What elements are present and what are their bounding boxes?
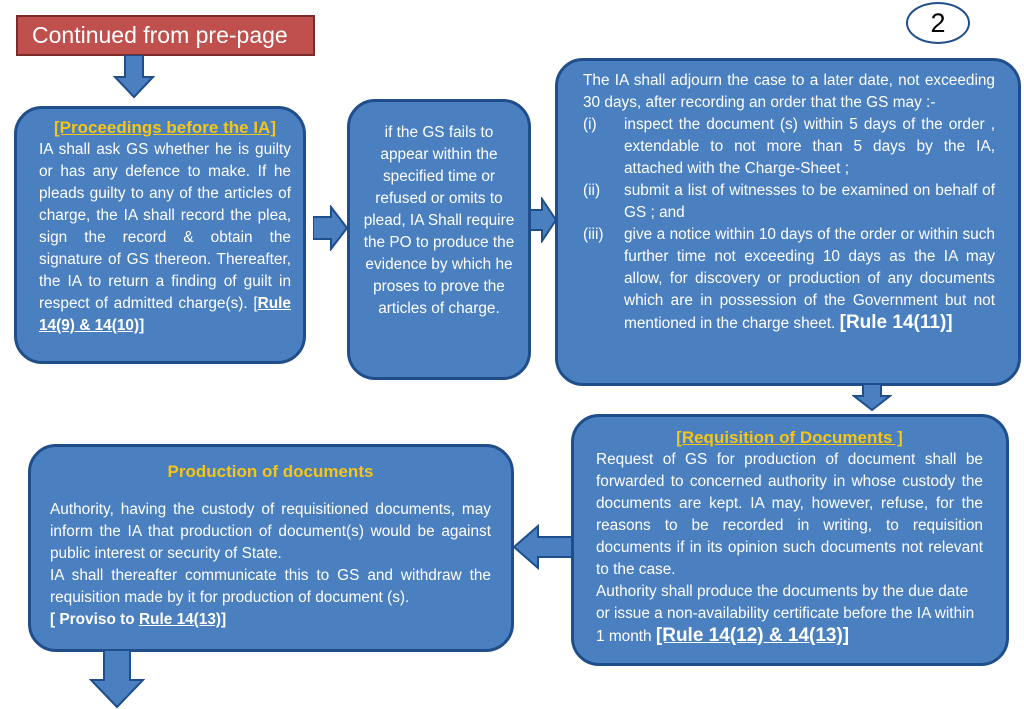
adjourn-rule: [Rule 14(11)]: [839, 312, 953, 333]
page-number: 2: [906, 2, 970, 44]
adjourn-list: [583, 114, 995, 335]
arrow-down-icon: [89, 650, 145, 709]
arrow-right-icon: [530, 197, 558, 243]
arrow-left-icon: [512, 524, 574, 570]
list-item: (iii) give a notice within 10 days of the order or within such further time not exceeding 10 days as the IA may allow, for discovery or production of any documents which are in possession of the Government but not mentioned in the charge sheet. [Rule 14(11)]: [583, 226, 995, 333]
proceedings-text: IA shall ask GS whether he is guilty or has any defence to make. If he pleads guilty to any of the articles of charge, the IA shall record the plea, sign the record & obtain the signature of GS thereon. Thereafter, the IA to return a finding of guilt in respect of admitted charge(s). [Rule 14(9) & 14(10)]: [39, 141, 291, 334]
proceedings-rule: Rule 14(9) & 14(10)]: [39, 295, 291, 334]
production-text-2: IA shall thereafter communicate this to GS and withdraw the requisition made by it for production of document (s).: [50, 567, 491, 606]
production-proviso: [ Proviso to Rule 14(13)]: [50, 611, 227, 628]
production-title: Production of documents: [167, 462, 374, 481]
continued-banner: Continued from pre-page: [16, 15, 315, 56]
arrow-down-icon: [852, 384, 892, 412]
gs-fails-text: if the GS fails to appear within the specified time or refused or omits to plead, IA Shall require the PO to produce the evidence by which he proses to prove the articles of charge.: [363, 124, 515, 317]
gs-fails-box: [347, 99, 531, 380]
list-item: (ii) submit a list of witnesses to be examined on behalf of GS ; and: [583, 182, 995, 221]
arrow-down-icon: [113, 55, 155, 99]
production-box: [28, 444, 514, 652]
requisition-title: [Requisition of Documents ]: [676, 428, 903, 447]
adjourn-intro: The IA shall adjourn the case to a later date, not exceeding 30 days, after recording an order that the GS may :-: [583, 72, 995, 111]
requisition-rule: [Rule 14(12) & 14(13)]: [655, 625, 850, 646]
requisition-box: [571, 414, 1009, 666]
requisition-text: Request of GS for production of document shall be forwarded to concerned authority in whose custody the documents are kept. IA may, however, refuse, for the reasons to be recorded in writing, to requisition documents if in its opinion such documents not relevant to the case.: [596, 451, 983, 578]
adjourn-box: [555, 58, 1021, 386]
list-item: (i) inspect the document (s) within 5 days of the order , extendable to not more than 5 days by the IA, attached with the Charge-Sheet ;: [583, 116, 995, 177]
arrow-right-icon: [313, 205, 349, 251]
proceedings-box: [14, 106, 306, 364]
production-text: Authority, having the custody of requisitioned documents, may inform the IA that production of document(s) would be against public interest or security of State.: [50, 501, 491, 562]
proceedings-title: [Proceedings before the IA]: [54, 118, 276, 137]
requisition-text-2: Authority shall produce the documents by the due date or issue a non-availability certificate before the IA within 1 month [Rule 14(12) & 14(13)]: [596, 583, 975, 646]
